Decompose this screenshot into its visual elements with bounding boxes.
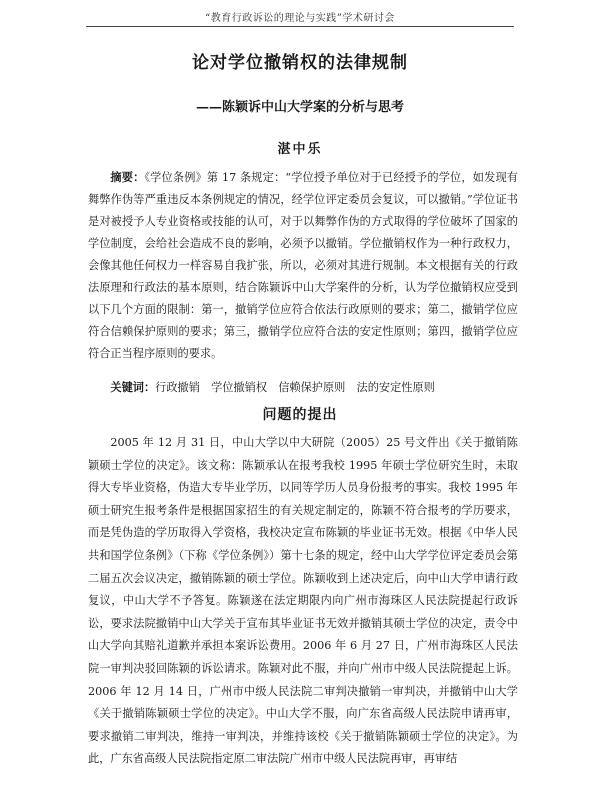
- keywords: [88, 376, 518, 399]
- article-author: 湛中乐: [277, 142, 323, 157]
- section-heading: 问题的提出: [262, 407, 338, 423]
- abstract: [88, 166, 518, 365]
- keywords-label: 关键词：: [110, 380, 156, 394]
- abstract-label: 摘要：: [110, 170, 145, 184]
- body-paragraph: 2005 年 12 月 31 日，中山大学以中大研院（2005）25 号文件出《关于撤销陈颖硕士学位的决定》。该文称：陈颖承认在报考我校 1995 年硕士学位研究生时，未取得大专毕业资格，伪造大专毕业学历，以同等学历人员身份报考的事实。我校 1995 年硕士研究生报考条件是根据国家招生的有关规定制定的，陈颖不符合报考的学历要求，而是凭伪造的学历取得入学资格，我校决定宣布陈颖的毕业证书无效。根据《中华人民共和国学位条例》（下称《学位条例》）第十七条的规定，经中山大学学位评定委员会第二届五次会议决定，撤销陈颖的硕士学位。陈颖收到上述决定后，向中山大学申请行政复议，中山大学不予答复。陈颖遂在法定期限内向广州市海珠区人民法院提起行政诉讼，要求法院撤销中山大学关于宣布其毕业证书无效并撤销其硕士学位的决定，责令中山大学向其赔礼道歉并承担本案诉讼费用。2006 年 6 月 27 日，广州市海珠区人民法院一审判决驳回陈颖的诉讼请求。陈颖对此不服，并向广州市中级人民法院提起上诉。2006 年 12 月 14 日，广州市中级人民法院二审判决撤销一审判决，并撤销中山大学《关于撤销陈颖硕士学位的决定》。中山大学不服，向广东省高级人民法院申请再审，要求撤销二审判决，维持一审判决，并维持该校《关于撤销陈颖硕士学位的决定》。为此，广东省高级人民法院指定原二审法院广州市中级人民法院再审，再审结: [88, 436, 518, 766]
- header-rule: [86, 26, 514, 27]
- article-subtitle: ——陈颖诉中山大学案的分析与思考: [195, 100, 404, 115]
- keywords-text: 行政撤销 学位撤销权 信赖保护原则 法的安定性原则: [155, 381, 435, 394]
- running-head: “教育行政诉讼的理论与实践”学术研讨会: [205, 13, 395, 24]
- article-title: 论对学位撤销权的法律规制: [192, 53, 408, 73]
- abstract-text: 《学位条例》第 17 条规定：“学位授予单位对于已经授予的学位，如发现有舞弊作伪等严重违反本条例规定的情况，经学位评定委员会复议，可以撤销。”学位证书是对被授予人专业资格或技能的认可，对于以舞弊作伪的方式取得的学位破坏了国家的学位制度，会给社会造成不良的影响，必须予以撤销。学位撤销权作为一种行政权力，会像其他任何权力一样容易自我扩张，所以，必须对其进行规制。本文根据有关的行政法原理和行政法的基本原则，结合陈颖诉中山大学案件的分析，认为学位撤销权应受到以下几个方面的限制：第一，撤销学位应符合依法行政原则的要求；第二，撤销学位应符合信赖保护原则的要求；第三，撤销学位应符合法的安定性原则；第四，撤销学位应符合正当程序原则的要求。: [88, 171, 518, 360]
